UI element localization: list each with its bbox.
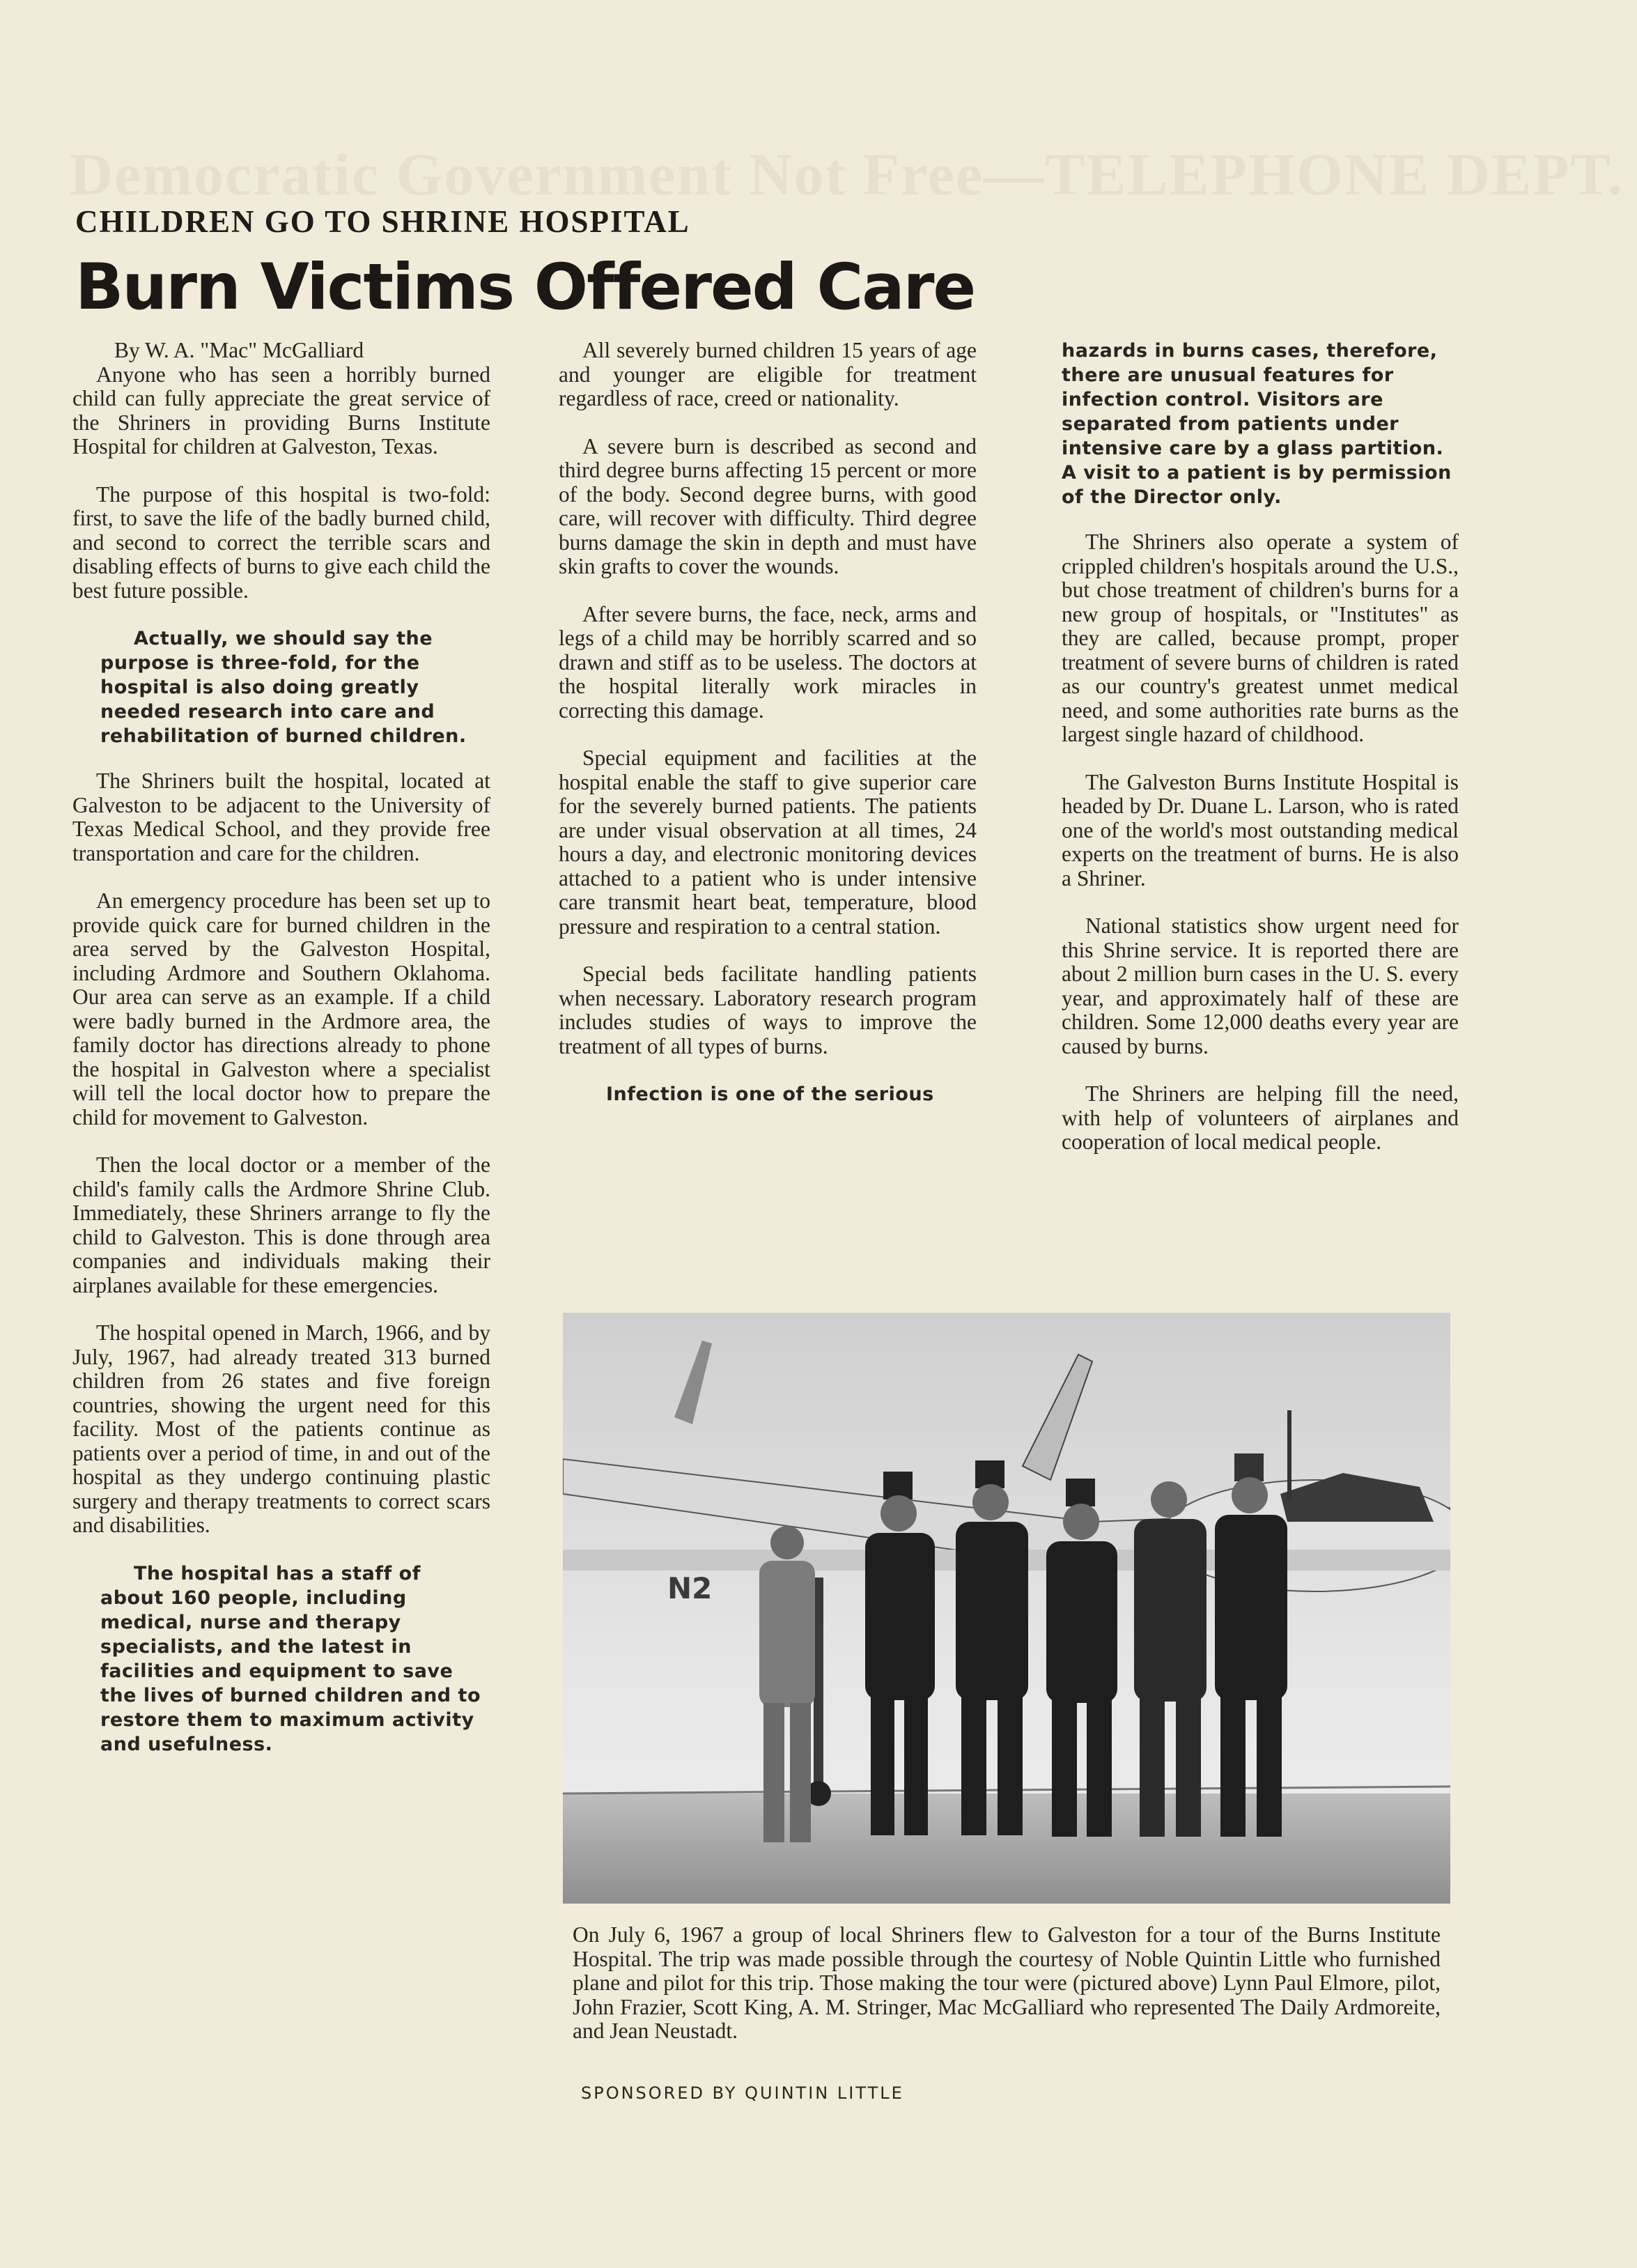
paragraph: Special equipment and facilities at the hospital enable the staff to give superior care for the severely burned patients. The patients are under visual observation at all times, 24 hours a day, and electronic monitoring devices attached to a patient who is under intensive care transmit heart beat, temperature, blood pressure and respiration to a central station. xyxy=(559,746,977,939)
paragraph: Then the local doctor or a member of the child's family calls the Ardmore Shrine Club. Immediately, these Shriners arrange to fly the child to Galveston. This is done through area companies and individuals making their airplanes available for these emergencies. xyxy=(72,1152,490,1297)
paragraph: Special beds facilitate handling patients when necessary. Laboratory research program includes studies of ways to improve the treatment of all types of burns. xyxy=(559,962,977,1058)
tail-number: N2 xyxy=(667,1571,713,1605)
paragraph: National statistics show urgent need for this Shrine service. It is reported there are about 2 million burn cases in the U. S. every year, and approximately half of these are children. Some 12,000 deaths every year are caused by burns. xyxy=(1062,913,1459,1058)
sponsor-credit: SPONSORED BY QUINTIN LITTLE xyxy=(581,2083,904,2103)
highlight-paragraph: The hospital has a staff of about 160 people, including medical, nurse and therapy specialists, and the latest in facilities and equipment to save the lives of burned children and to restore them to maximum activity and usefulness. xyxy=(100,1562,481,1755)
paragraph: The Shriners built the hospital, located at Galveston to be adjacent to the University of Texas Medical School, and they provide free transportation and care for the children. xyxy=(72,769,490,865)
bleed-through-text: Democratic Government Not Free—TELEPHONE DEPT. xyxy=(70,141,1624,208)
headline: Burn Victims Offered Care xyxy=(75,251,975,324)
highlight-paragraph: hazards in burns cases, therefore, there are unusual features for infection control. Visitors are separated from patients under intensive care by a glass partition. A visit to a patient is by permission of the Director only. xyxy=(1062,340,1452,508)
paragraph: All severely burned children 15 years of age and younger are eligible for treatment regardless of race, creed or nationality. xyxy=(559,338,977,410)
group-photo xyxy=(563,1313,1450,1904)
paragraph: The Galveston Burns Institute Hospital is headed by Dr. Duane L. Larson, who is rated one of the world's most outstanding medical experts on the treatment of burns. He is also a Shriner. xyxy=(1062,769,1459,890)
paragraph: A severe burn is described as second and third degree burns affecting 15 percent or more of the body. Second degree burns, with good care, will recover with difficulty. Third degree burns damage the skin in depth and must have skin grafts to cover the wounds. xyxy=(559,433,977,578)
kicker: CHILDREN GO TO SHRINE HOSPITAL xyxy=(75,204,690,239)
paragraph: An emergency procedure has been set up to provide quick care for burned children in the area served by the Galveston Hospital, including Ardmore and Southern Oklahoma. Our area can serve as an example. If a child were badly burned in the Ardmore area, the family doctor has directions already to phone the hospital in Galveston where a specialist will tell the local doctor how to prepare the child for movement to Galveston. xyxy=(72,888,490,1129)
highlight-paragraph: Infection is one of the serious xyxy=(606,1083,934,1105)
byline: By W. A. "Mac" McGalliard xyxy=(114,338,364,362)
paragraph: Anyone who has seen a horribly burned child can fully appreciate the great service of the Shriners in providing Burns Institute Hospital for children at Galveston, Texas. xyxy=(72,362,490,458)
paragraph: After severe burns, the face, neck, arms and legs of a child may be horribly scarred and so drawn and stiff as to be useless. The doctors at the hospital literally work miracles in correcting this damage. xyxy=(559,601,977,723)
column-3 xyxy=(1062,339,1459,1178)
column-2 xyxy=(559,339,977,1127)
paragraph: The hospital opened in March, 1966, and by July, 1967, had already treated 313 burned children from 26 states and five foreign countries, showing the urgent need for this facility. Most of the patients continue as patients over a period of time, in and out of the hospital as they undergo continuing plastic surgery and therapy treatments to correct scars and disabilities. xyxy=(72,1320,490,1537)
paragraph: The purpose of this hospital is two-fold: first, to save the life of the badly burned child, and second to correct the terrible scars and disabling effects of burns to give each child the best future possible. xyxy=(72,481,490,603)
highlight-paragraph: Actually, we should say the purpose is three-fold, for the hospital is also doing greatly needed research into care and rehabilitation of burned children. xyxy=(100,628,467,747)
paragraph: The Shriners also operate a system of crippled children's hospitals around the U.S., but chose treatment of children's burns for a new group of hospitals, or "Institutes" as they are called, because prompt, proper treatment of severe burns of children is rated as our country's greatest unmet medical need, and some authorities rate burns as the largest single hazard of childhood. xyxy=(1062,530,1459,746)
column-1 xyxy=(72,339,490,1777)
paragraph: The Shriners are helping fill the need, with help of volunteers of airplanes and cooperation of local medical people. xyxy=(1062,1081,1459,1154)
photo-caption: On July 6, 1967 a group of local Shriners flew to Galveston for a tour of the Burns Institute Hospital. The trip was made possible through the courtesy of Noble Quintin Little who furnished plane and pilot for this trip. Those making the tour were (pictured above) Lynn Paul Elmore, pilot, John Frazier, Scott King, A. M. Stringer, Mac McGalliard who represented The Daily Ardmoreite, and Jean Neustadt. xyxy=(573,1922,1441,2043)
